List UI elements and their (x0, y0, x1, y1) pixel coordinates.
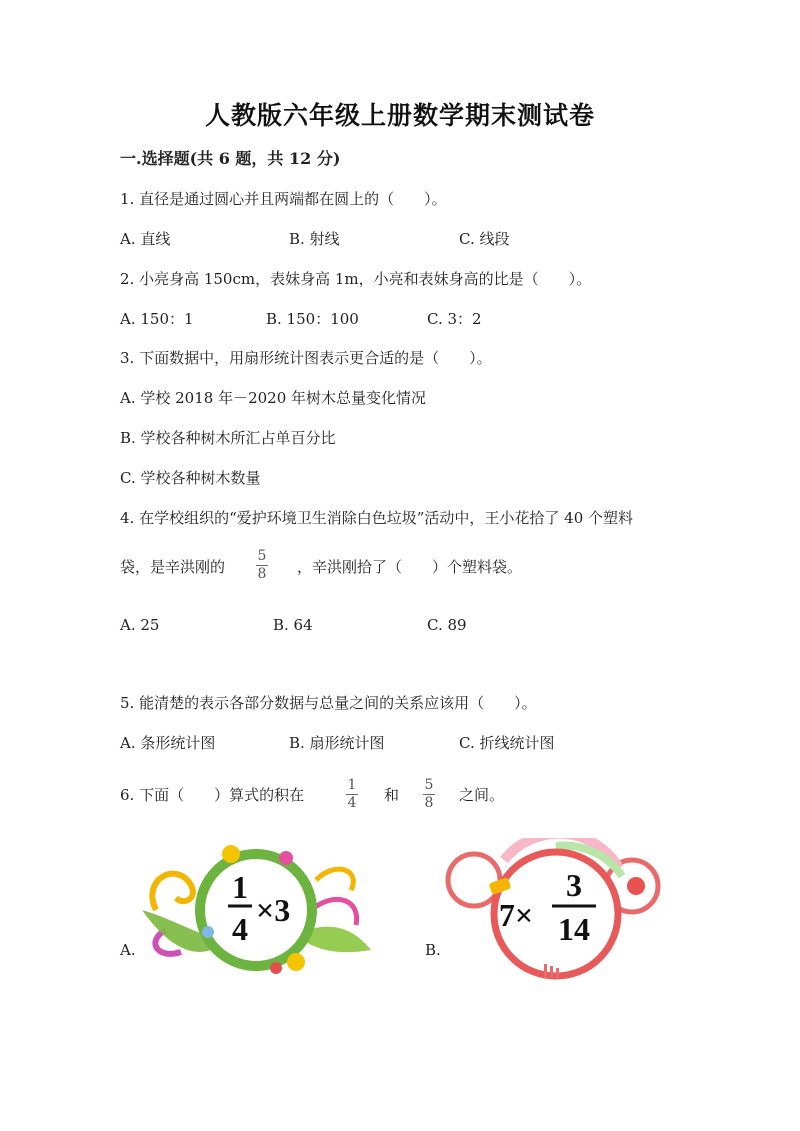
question-5: 5. 能清楚的表示各部分数据与总量之间的关系应该用（ ）。 (120, 694, 537, 712)
q4-option-b: B. 64 (273, 616, 313, 634)
q6-f1-denominator: 4 (347, 795, 357, 811)
q6-fraction-2 (423, 778, 435, 811)
q6-option-b-label: B. (425, 941, 441, 959)
flower-decoration (222, 845, 240, 863)
question-6-mid: 和 (384, 786, 400, 804)
q2-option-c: C. 3：2 (427, 310, 482, 328)
section-heading: 一.选择题(共 6 题，共 12 分) (120, 149, 341, 168)
question-2: 2. 小亮身高 150cm，表妹身高 1m，小亮和表妹身高的比是（ ）。 (120, 270, 592, 288)
q1-option-a: A. 直线 (120, 230, 171, 248)
q3-option-c: C. 学校各种树木数量 (120, 469, 261, 487)
swirl-decoration (152, 874, 193, 910)
q4-fraction-denominator: 8 (257, 566, 267, 582)
flower-decoration (279, 851, 293, 865)
q6-option-a-label: A. (120, 941, 136, 959)
question-4-line-2-pre: 袋，是辛洪刚的 (120, 558, 226, 576)
b-expr-lead: 7× (498, 897, 534, 933)
stripe-decoration (556, 968, 559, 978)
lotus-icon (627, 877, 645, 895)
question-1: 1. 直径是通过圆心并且两端都在圆上的（ ）。 (120, 190, 447, 208)
b-expr-denominator: 14 (558, 911, 590, 947)
q6-f2-numerator: 5 (424, 777, 434, 793)
q3-option-b: B. 学校各种树木所汇占单百分比 (120, 429, 336, 447)
a-expr-operator: ×3 (256, 892, 291, 928)
question-4-line-1: 4. 在学校组织的“爱护环境卫生消除白色垃圾”活动中，王小花拾了 40 个塑料 (120, 509, 634, 527)
q2-option-a: A. 150：1 (120, 310, 194, 328)
small-ring-left (448, 854, 500, 906)
q4-fraction-numerator: 5 (257, 548, 267, 564)
q1-option-c: C. 线段 (459, 230, 510, 248)
q6-option-b-image (444, 838, 669, 983)
q5-option-c: C. 折线统计图 (459, 734, 555, 752)
a-expr-numerator: 1 (232, 869, 248, 905)
q6-fraction-1 (346, 778, 358, 811)
swirl-decoration (311, 899, 357, 925)
q5-option-a: A. 条形统计图 (120, 734, 216, 752)
q3-option-a: A. 学校 2018 年－2020 年树木总量变化情况 (120, 389, 427, 407)
question-3: 3. 下面数据中，用扇形统计图表示更合适的是（ ）。 (120, 349, 492, 367)
q4-option-a: A. 25 (120, 616, 160, 634)
stripe-decoration (544, 964, 547, 978)
q6-option-a-image (136, 840, 376, 980)
flower-decoration (287, 953, 305, 971)
question-6-pre: 6. 下面（ ）算式的积在 (120, 786, 305, 804)
question-6-post: 之间。 (459, 786, 505, 804)
flower-decoration (270, 962, 282, 974)
q4-option-c: C. 89 (427, 616, 467, 634)
q2-option-b: B. 150：100 (266, 310, 359, 328)
q4-fraction (256, 549, 268, 582)
page-title: 人教版六年级上册数学期末测试卷 (204, 101, 595, 130)
q1-option-b: B. 射线 (289, 230, 340, 248)
b-expr-numerator: 3 (566, 867, 582, 903)
q5-option-b: B. 扇形统计图 (289, 734, 385, 752)
a-expr-denominator: 4 (232, 911, 248, 947)
q6-f2-denominator: 8 (424, 795, 434, 811)
swirl-decoration (316, 869, 353, 890)
q6-f1-numerator: 1 (347, 777, 357, 793)
stripe-decoration (550, 966, 553, 978)
question-4-line-2-post: ，辛洪刚拾了（ ）个塑料袋。 (297, 558, 523, 576)
flower-decoration (202, 926, 214, 938)
